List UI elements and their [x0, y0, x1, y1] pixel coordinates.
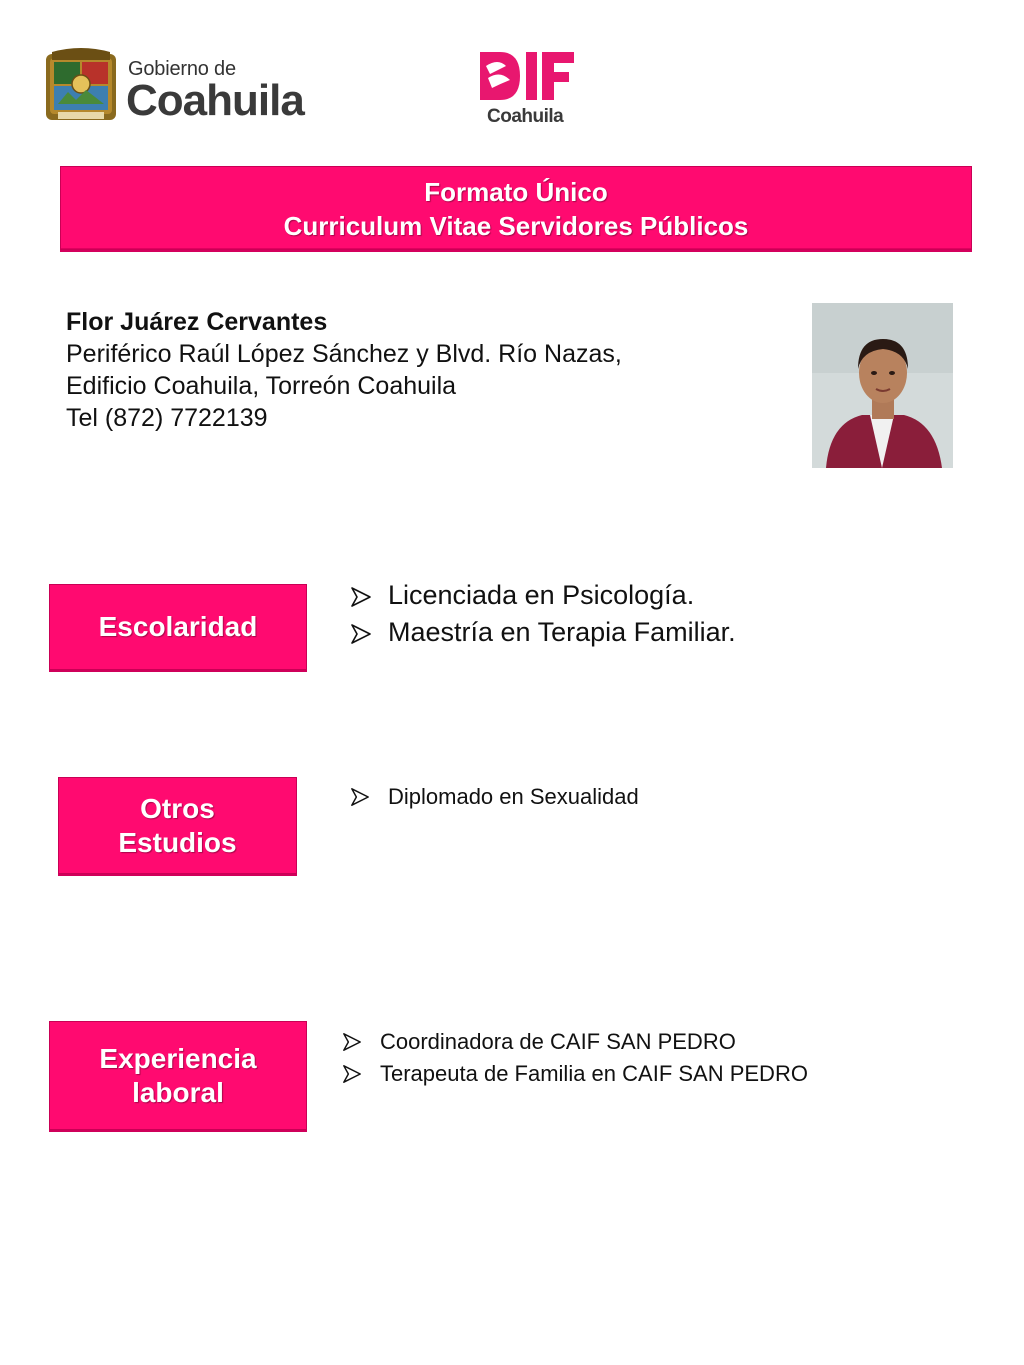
experiencia-item: Coordinadora de CAIF SAN PEDRO — [380, 1029, 736, 1054]
phone-number: Tel (872) 7722139 — [66, 404, 268, 432]
title-banner — [60, 166, 972, 250]
experiencia-label-line-1: Experiencia — [99, 1042, 257, 1074]
address-line-1: Periférico Raúl López Sánchez y Blvd. Río Nazas, — [66, 340, 622, 368]
otros-estudios-label — [58, 777, 297, 874]
list-item — [338, 1058, 808, 1090]
experiencia-laboral-label — [49, 1021, 307, 1130]
escolaridad-label — [49, 584, 307, 670]
experiencia-label-line-2: laboral — [132, 1076, 224, 1108]
escolaridad-label-text: Escolaridad — [98, 611, 258, 642]
gobierno-coahuila-logo — [44, 46, 304, 126]
otros-estudios-label-line-2: Estudios — [118, 826, 237, 858]
coahuila-text: Coahuila — [126, 76, 304, 125]
list-item — [338, 1026, 808, 1058]
contact-block — [66, 306, 622, 434]
escolaridad-item: Maestría en Terapia Familiar. — [388, 617, 736, 647]
otros-estudios-label-line-1: Otros — [140, 792, 215, 824]
dif-coahuila-text: Coahuila — [487, 106, 564, 127]
arrow-bullet-icon — [342, 1064, 362, 1084]
gobierno-de-text: Gobierno de — [128, 58, 236, 80]
arrow-bullet-icon — [350, 787, 370, 807]
coat-of-arms-icon — [44, 48, 118, 124]
otros-estudios-list — [346, 782, 639, 812]
escolaridad-item: Licenciada en Psicología. — [388, 580, 695, 610]
escolaridad-list — [346, 577, 736, 651]
title-line-1: Formato Único — [424, 177, 608, 207]
experiencia-item: Terapeuta de Familia en CAIF SAN PEDRO — [380, 1061, 808, 1086]
person-portrait-icon — [812, 303, 953, 468]
list-item — [346, 782, 639, 812]
list-item — [346, 614, 736, 651]
otros-estudios-item: Diplomado en Sexualidad — [388, 784, 639, 809]
title-line-2: Curriculum Vitae Servidores Públicos — [283, 211, 749, 241]
address-line-2: Edificio Coahuila, Torreón Coahuila — [66, 372, 457, 400]
arrow-bullet-icon — [350, 586, 372, 608]
arrow-bullet-icon — [342, 1032, 362, 1052]
profile-photo — [812, 303, 953, 468]
list-item — [346, 577, 736, 614]
person-name: Flor Juárez Cervantes — [66, 308, 328, 336]
experiencia-list — [338, 1026, 808, 1090]
dif-coahuila-logo — [476, 44, 580, 134]
arrow-bullet-icon — [350, 623, 372, 645]
dif-logo-icon — [476, 44, 580, 106]
